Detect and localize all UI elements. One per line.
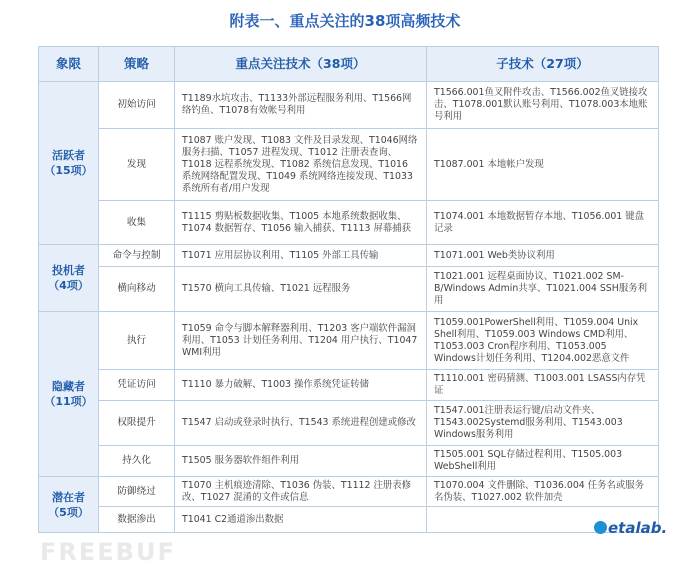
strategy-cell: 收集	[99, 201, 175, 245]
watermark: FREEBUF	[40, 538, 176, 566]
group-latent	[39, 477, 99, 533]
group-name: 活跃者	[52, 149, 85, 162]
subtechnique-cell: T1110.001 密码猜测、T1003.001 LSASS内存凭证	[427, 370, 659, 401]
group-active	[39, 82, 99, 245]
strategy-cell: 横向移动	[99, 267, 175, 312]
subtechnique-cell: T1074.001 本地数据暂存本地、T1056.001 键盘记录	[427, 201, 659, 245]
group-count: （5项）	[48, 505, 89, 519]
strategy-cell: 初始访问	[99, 82, 175, 129]
strategy-cell: 命令与控制	[99, 245, 175, 267]
group-hidden	[39, 312, 99, 477]
table-row	[39, 129, 659, 201]
group-name: 投机者	[52, 264, 85, 277]
strategy-cell: 持久化	[99, 446, 175, 477]
subtechnique-cell: T1070.004 文件删除、T1036.004 任务名或服务名伪装、T1027.002 软件加壳	[427, 477, 659, 507]
subtechnique-cell: T1505.001 SQL存储过程利用、T1505.003 WebShell利用	[427, 446, 659, 477]
strategy-cell: 凭证访问	[99, 370, 175, 401]
table-row	[39, 370, 659, 401]
subtechnique-cell: T1566.001鱼叉附件攻击、T1566.002鱼叉链接攻击、T1078.001默认账号利用、T1078.003本地账号利用	[427, 82, 659, 129]
technique-table	[38, 46, 659, 533]
logo-p-icon	[594, 521, 607, 534]
technique-cell: T1189水坑攻击、T1133外部远程服务利用、T1566网络钓鱼、T1078有效帐号利用	[175, 82, 427, 129]
table-row	[39, 82, 659, 129]
subtechnique-cell: T1087.001 本地帐户发现	[427, 129, 659, 201]
technique-cell: T1087 账户发现、T1083 文件及目录发现、T1046网络服务扫描、T1057 进程发现、T1012 注册表查询、T1018 远程系统发现、T1082 系统信息发现、T1016 系统网络配置发现、T1049 系统网络连接发现、T1033 系统所有者/用户发现	[175, 129, 427, 201]
header-techniques: 重点关注技术（38项）	[175, 47, 427, 82]
logo-text: etalab.	[608, 519, 668, 537]
group-count: （11项）	[44, 395, 93, 408]
technique-cell: T1041 C2通道渗出数据	[175, 507, 427, 533]
table-row	[39, 267, 659, 312]
technique-cell: T1110 暴力破解、T1003 操作系统凭证转储	[175, 370, 427, 401]
header-subtechniques: 子技术（27项）	[427, 47, 659, 82]
group-count: （4项）	[48, 279, 89, 292]
table-row	[39, 312, 659, 370]
table-row	[39, 245, 659, 267]
subtechnique-cell: T1071.001 Web类协议利用	[427, 245, 659, 267]
table-row	[39, 477, 659, 507]
technique-cell: T1115 剪贴板数据收集、T1005 本地系统数据收集、T1074 数据暂存、T1056 输入捕获、T1113 屏幕捕获	[175, 201, 427, 245]
table-header-row	[39, 47, 659, 82]
group-name: 隐藏者	[52, 380, 85, 393]
subtechnique-cell: T1547.001注册表运行键/启动文件夹、T1543.002Systemd服务利用、T1543.003 Windows服务利用	[427, 401, 659, 446]
group-speculator	[39, 245, 99, 312]
technique-cell: T1505 服务器软件组件利用	[175, 446, 427, 477]
table-row	[39, 401, 659, 446]
header-quadrant: 象限	[39, 47, 99, 82]
group-count: （15项）	[44, 164, 93, 177]
strategy-cell: 执行	[99, 312, 175, 370]
technique-cell: T1547 启动或登录时执行、T1543 系统进程创建或修改	[175, 401, 427, 446]
table-row	[39, 507, 659, 533]
group-name: 潜在者	[52, 490, 85, 504]
strategy-cell: 发现	[99, 129, 175, 201]
header-strategy: 策略	[99, 47, 175, 82]
table-row	[39, 446, 659, 477]
subtechnique-cell: T1021.001 远程桌面协议、T1021.002 SM-B/Windows Admin共享、T1021.004 SSH服务利用	[427, 267, 659, 312]
subtechnique-cell: T1059.001PowerShell利用、T1059.004 Unix Shell利用、T1059.003 Windows CMD利用、T1053.003 Cron程序利用、T1053.005 Windows计划任务利用、T1204.002恶意文件	[427, 312, 659, 370]
technique-cell: T1070 主机痕迹清除、T1036 伪装、T1112 注册表修改、T1027 混淆的文件或信息	[175, 477, 427, 507]
strategy-cell: 防御绕过	[99, 477, 175, 507]
technique-cell: T1059 命令与脚本解释器利用、T1203 客户端软件漏洞利用、T1053 计划任务利用、T1204 用户执行、T1047 WMI利用	[175, 312, 427, 370]
page-title: 附表一、重点关注的38项高频技术	[229, 12, 461, 30]
strategy-cell: 权限提升	[99, 401, 175, 446]
table-row	[39, 201, 659, 245]
petalab-logo	[594, 519, 667, 537]
strategy-cell: 数据渗出	[99, 507, 175, 533]
technique-cell: T1071 应用层协议利用、T1105 外部工具传输	[175, 245, 427, 267]
technique-cell: T1570 横向工具传输、T1021 远程服务	[175, 267, 427, 312]
